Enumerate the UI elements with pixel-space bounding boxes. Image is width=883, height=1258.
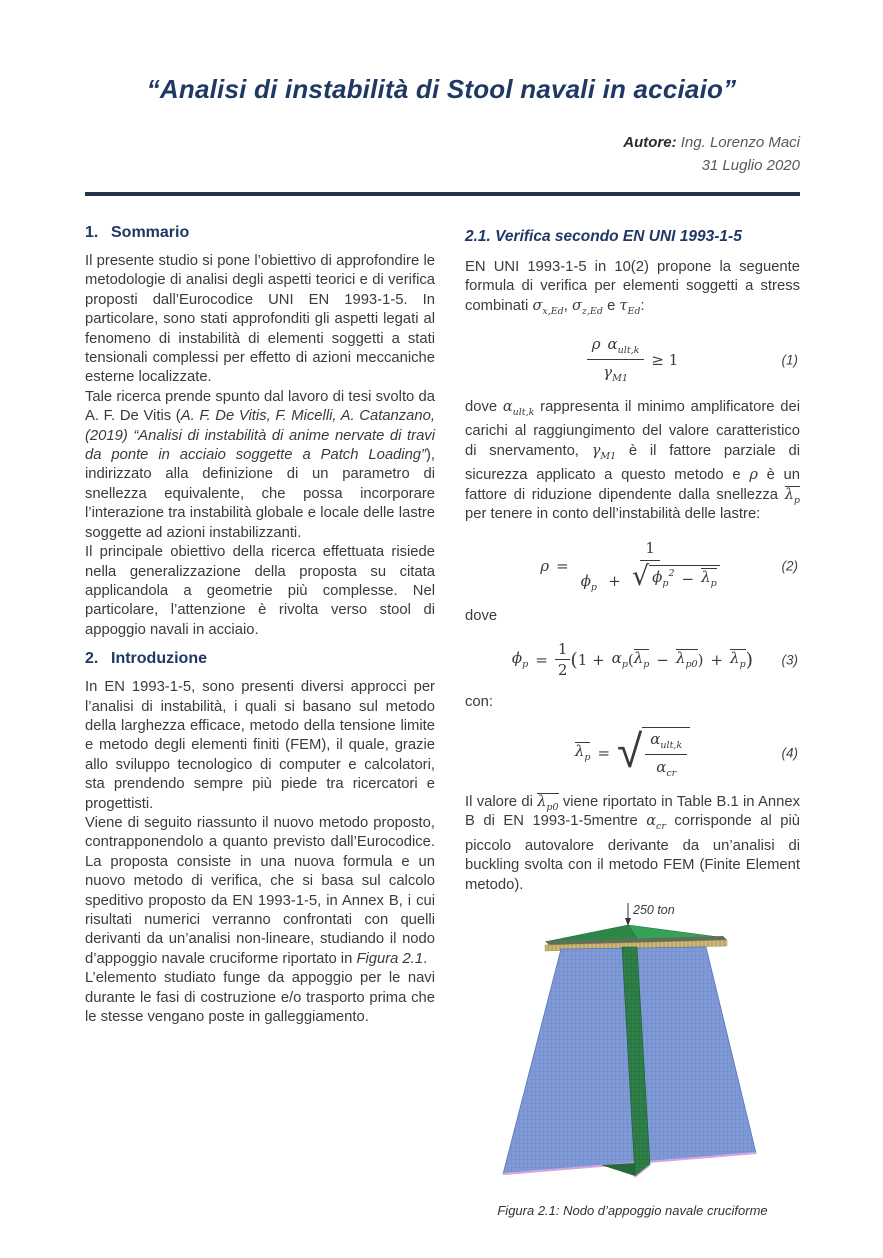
fraction xyxy=(587,335,645,384)
equation-label-1: (1) xyxy=(781,352,798,368)
math-rho: ρ xyxy=(749,467,758,484)
paragraph-sommario-1 xyxy=(85,252,435,388)
math-lambda-p0-bar: $\lambda_{p0}$ xyxy=(675,649,698,671)
paragraph-text: rappresenta il minimo amplificatore dei carichi al raggiungimento del valore caratteristico di snervamento, xyxy=(465,399,800,459)
math-plus: + xyxy=(608,571,621,590)
paragraph-text: ), indirizzato alla definizione di un parametro di snellezza equivalente, che possa incorporare l’interazione tra instabilità globale e locale delle lastre soggette ad azioni instabilizzanti. xyxy=(85,447,435,541)
fraction xyxy=(576,539,725,593)
paragraph-text: Il valore di xyxy=(465,793,538,810)
section-heading-introduzione xyxy=(85,650,435,668)
author-line xyxy=(623,131,800,154)
paragraph-con: con: xyxy=(465,694,493,711)
math-lparen: ( xyxy=(627,650,634,669)
math-lambda-p-bar: $\lambda_p$ xyxy=(574,742,591,764)
math-one: 1 xyxy=(645,538,655,557)
citation-italic: A. F. De Vitis, F. Micelli, A. Catanzano, (2019) “Analisi di instabilità di anime nervate di travi da ponte in acciaio soggette a Patch Loading” xyxy=(85,408,435,464)
radical-sign: √ xyxy=(631,560,650,592)
section-number: 2. xyxy=(85,650,99,668)
paragraph-text: Viene di seguito riassunto il nuovo metodo proposto, contrapponendolo a quanto previsto dall’Eurocodice. La proposta consiste in una nuova formula e un nuovo metodo di verifica, che si basa sul calcolo speditivo proposto da EN 1993-1-5, in Annex B, i cui risultati numerici verranno confrontati con quelli derivanti da un’analisi non-lineare, studiando il nodo d’appoggio navale cruciforme riportato in xyxy=(85,814,435,967)
math-lparen: ( xyxy=(570,648,578,671)
paragraph-text: Tale ricerca prende spunto dal lavoro di tesi svolto da A. F. De Vitis ( xyxy=(85,388,435,425)
left-column xyxy=(85,220,435,1027)
author-block xyxy=(623,131,800,177)
math-rho: ρ xyxy=(540,556,550,575)
math-gamma-m1: $\gamma_{M1}$ xyxy=(591,442,617,462)
equation-4 xyxy=(465,723,800,779)
radical-sign: √ xyxy=(617,723,643,778)
math-equals: = xyxy=(556,556,569,575)
figure-reference: Figura 2.1 xyxy=(356,950,424,967)
math-minus: − xyxy=(656,650,669,669)
math-lambda-p-bar: $\lambda_p$ xyxy=(633,649,650,671)
math-lambda-p-bar: $\lambda_p$ xyxy=(730,649,746,671)
paragraph-introduzione-2 xyxy=(85,814,435,969)
paragraph-introduzione-3 xyxy=(85,969,435,1027)
math-lambda-p0-bar: $\lambda_{p0}$ xyxy=(537,793,559,813)
math-relation: ≥ 1 xyxy=(651,350,679,369)
fem-model-image xyxy=(483,899,783,1199)
paragraph-text: e xyxy=(602,297,620,314)
math-tau: $\tau_{Ed}$ xyxy=(619,297,641,317)
load-label: 250 ton xyxy=(632,902,675,917)
document-date: 31 Luglio 2020 xyxy=(701,157,800,174)
section-number: 1. xyxy=(85,224,99,241)
equation-3 xyxy=(465,640,800,679)
fin-perpendicular xyxy=(601,1163,635,1176)
paragraph-sommario-2 xyxy=(85,388,435,543)
section-title: Sommario xyxy=(111,224,190,241)
equation-label-3: (3) xyxy=(781,652,798,668)
equation-label-4: (4) xyxy=(781,745,798,761)
math-alpha-ultk: $\alpha_{ult,k}$ xyxy=(502,399,535,418)
equation-1 xyxy=(465,335,800,384)
paragraph-text: : xyxy=(640,297,645,314)
square-root xyxy=(617,723,690,779)
math-one-plus: 1 + xyxy=(577,650,605,669)
math-minus: − xyxy=(681,569,695,588)
paragraph-text: è un fattore di riduzione dipendente dalla snellezza xyxy=(465,467,800,503)
equation-2 xyxy=(465,539,800,593)
math-alpha-cr: $\alpha_{cr}$ xyxy=(646,813,666,833)
math-plus: + xyxy=(710,650,724,669)
math-rho: ρ xyxy=(591,335,601,354)
math-alpha-p: $\alpha_p$ xyxy=(611,649,628,671)
paragraph-text: viene riportato in Table B.1 in Annex B di EN 1993-1-5mentre xyxy=(465,793,800,830)
author-label: Autore: xyxy=(623,134,677,151)
paragraph-verifica-2 xyxy=(465,398,800,525)
math-sigma-x: $\sigma_{x,Ed}$ xyxy=(532,297,564,317)
math-phi-p: $\phi_p$ xyxy=(511,649,529,671)
paragraph-text: corrisponde al più piccolo autovalore derivante da un’analisi di buckling svolta con il metodo FEM (Finite Element metodo). xyxy=(465,813,800,893)
math-alpha-cr: $\alpha_{cr}$ xyxy=(656,757,677,779)
section-title: Introduzione xyxy=(111,650,207,668)
math-equals: = xyxy=(535,650,548,669)
math-rparen: ) xyxy=(697,650,704,669)
math-gamma-m1: $\gamma_{M1}$ xyxy=(603,363,628,385)
paragraph-sommario-3 xyxy=(85,543,435,640)
section-heading-sommario xyxy=(85,224,435,242)
paragraph-dove: dove xyxy=(465,607,498,624)
fraction xyxy=(645,730,687,779)
paragraph-introduzione-1 xyxy=(85,678,435,814)
math-equals: = xyxy=(597,743,611,762)
paragraph-text: Il presente studio si pone l’obiettivo di approfondire le metodologie di analisi degli aspetti teorici e di verifica proposti dall’Eurocodice UNI EN 1993-1-5. In particolare, sono stati approfonditi gli aspetti legati al fenomeno di instabilità di elementi soggetti a stati tensionali complessi per effetto di azioni meccaniche esterne localizzate. xyxy=(85,253,435,386)
section-heading-verifica: 2.1. Verifica secondo EN UNI 1993-1-5 xyxy=(465,228,742,245)
math-lambda-p-bar: $\lambda_p$ xyxy=(701,568,717,590)
paragraph-text: Il principale obiettivo della ricerca effettuata risiede nella generalizzazione della proposta su citata applicandola a geometrie più complesse. Nel particolare, l’attenzione è rivolta verso stool di appoggio navali in acciaio. xyxy=(85,544,435,638)
figure-2-1 xyxy=(465,899,800,1218)
math-rparen: ) xyxy=(745,648,754,671)
header-divider xyxy=(85,192,800,196)
paragraph-text: In EN 1993-1-5, sono presenti diversi approcci per l’analisi di instabilità, i quali si basano sul metodo della larghezza efficace, metodo della tensione limite e metodo degli elementi finiti (FEM), il quale, grazie allo sviluppo tecnologico di computer e calcolatori, sta prendendo sempre più piede tra ricercatori e progettisti. xyxy=(85,679,435,812)
math-phi-p: $\phi_p$ xyxy=(580,571,598,593)
math-phi-p-squared: $\phi_p^2$ xyxy=(652,568,675,590)
page-title: “Analisi di instabilità di Stool navali in acciaio” xyxy=(146,74,737,104)
paragraph-text: . xyxy=(423,950,428,967)
paragraph-text: , xyxy=(563,297,572,314)
paragraph-verifica-3 xyxy=(465,793,800,895)
math-lambda-p-bar: $\lambda_p$ xyxy=(784,486,800,506)
paragraph-text: per tenere in conto dell’instabilità delle lastre: xyxy=(465,506,761,523)
math-sigma-z: $\sigma_{z,Ed}$ xyxy=(572,297,603,317)
square-root xyxy=(631,560,720,592)
math-alpha-ultk: $\alpha_{ult,k}$ xyxy=(607,335,640,357)
author-name: Ing. Lorenzo Maci xyxy=(676,134,800,151)
figure-caption: Figura 2.1: Nodo d’appoggio navale cruciforme xyxy=(497,1202,768,1218)
math-alpha-ultk: $\alpha_{ult,k}$ xyxy=(650,729,683,751)
paragraph-text: è il fattore parziale di sicurezza applicato a questo metodo e xyxy=(465,442,800,484)
right-column xyxy=(465,220,800,1218)
paragraph-text: dove xyxy=(465,399,503,416)
paragraph-text: L’elemento studiato funge da appoggio per le navi durante le fasi di costruzione e/o trasporto prima che le stesse vengano poste in galleggiamento. xyxy=(85,970,435,1026)
paragraph-text: EN UNI 1993-1-5 in 10(2) propone la seguente formula di verifica per elementi soggetti a stress combinati xyxy=(465,259,800,314)
paragraph-verifica-1 xyxy=(465,258,800,321)
equation-label-2: (2) xyxy=(781,558,798,574)
fraction-half: $\frac{1}{2}$ xyxy=(555,640,571,679)
